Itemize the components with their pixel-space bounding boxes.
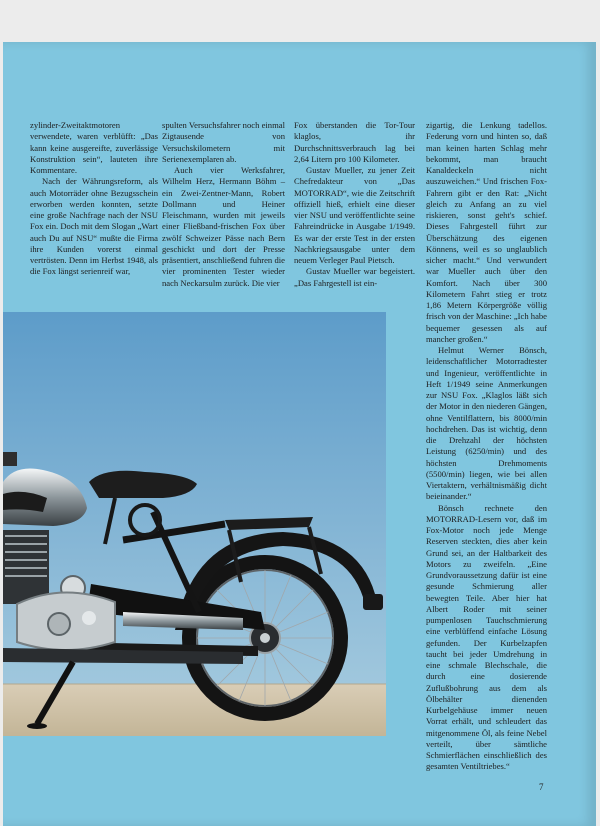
text-column-3 <box>294 120 415 289</box>
text-column-2 <box>162 120 285 289</box>
motorcycle-photo <box>3 312 386 736</box>
paragraph: Nach der Währungsreform, als auch Motorräder ohne Bezugsschein erworben werden konnten, setzte eine große Nachfrage nach der NSU Fox ein. Doch mit dem Slogan „Wart auch Du auf NSU“ mußte die Firma ihre Kunden vorerst einmal vertrösten. Denn im Herbst 1948, als die Fox längst serienreif war, <box>30 176 158 277</box>
paragraph: Gustav Mueller war begeistert. „Das Fahrgestell ist ein- <box>294 266 415 288</box>
paragraph: Fox überstanden die Tor-Tour klaglos, ihr Durchschnittsverbrauch lag bei 2,64 Litern pro 100 Kilometer. <box>294 120 415 164</box>
text-column-1 <box>30 120 158 278</box>
paragraph: zylinder-Zweitaktmotoren verwendete, waren verblüfft: „Das kann keine ausgereifte, zuverlässige Konstruktion sein“, lauteten ihre Kommentare. <box>30 120 158 175</box>
paragraph: Auch vier Werksfahrer, Wilhelm Herz, Hermann Böhm – ein Zwei-Zentner-Mann, Robert Dollmann und Heiner Fleischmann, wurden mit jeweils einer Fließband-frischen Fox über zwölf Schweizer Pässe nach Bern geschickt und dort der Presse präsentiert, anschließend fuhren die vier prominenten Tester wieder nach Neckarsulm zurück. Die vier <box>162 165 285 288</box>
motorcycle-illustration <box>3 312 386 736</box>
text-column-4 <box>426 120 547 773</box>
paragraph: spulten Versuchsfahrer noch einmal Zigtausende von Versuchskilometern mit Serienexemplaren ab. <box>162 120 285 164</box>
page-number: 7 <box>539 782 544 792</box>
magazine-page <box>3 42 596 826</box>
paragraph: Gustav Mueller, zu jener Zeit Chefredakteur von „Das MOTORRAD“, wie die Zeitschrift offiziell hieß, erhielt eine dieser vier NSU und veröffentlichte seine Fahreindrücke in Ausgabe 1/1949. Es war der erste Test in der ersten Nachkriegsausgabe unter dem neuem Verleger Paul Pietsch. <box>294 165 415 265</box>
paragraph: zigartig, die Lenkung tadellos. Federung vorn und hinten so, daß man keinen harten Schlag mehr bekommt, man braucht Kanaldeckeln nicht auszuweichen.“ Und frischen Fox-Fahrern gibt er den Rat: „Nicht gleich zu Anfang an zu viel riskieren, sonst geht's schief. Dieses Fahrgestell führt zur Überschätzung des eigenen Könnens, weil es so unglaublich sicher macht.“ Und verwundert war Mueller auch über den Komfort. Nach über 300 Kilometern Fahrt stieg er trotz 1,86 Metern Körpergröße völlig frisch von der Maschine: „Ich habe bequemer gesessen als auf mancher großen.“ <box>426 120 547 344</box>
paragraph: Helmut Werner Bönsch, leidenschaftlicher Motorradtester und Ingenieur, veröffentlichte in Heft 1/1949 seine Anmerkungen zur NSU Fox. „Klaglos läßt sich der Motor in den niederen Gängen, ohne Ventilflattern, bis 8000/min hochdrehen. Das ist wichtig, denn die Drehzahl der höchsten Leistung (6250/min) und des höchsten Drehmoments (5500/min) liegen, wie bei allen Viertaktern, verhältnismäßig dicht beieinander.“ <box>426 345 547 502</box>
paragraph: Bönsch rechnete den MOTORRAD-Lesern vor, daß im Fox-Motor noch jede Menge Reserven steckten, dies aber kein Grund sei, an der Haltbarkeit des Motors zu zweifeln. „Eine Grundvoraussetzung dafür ist eine gesunde Schmierung aller bewegten Teile. Aber hier hat Albert Roder mit seiner pumpenlosen Tauchschmierung eine verblüffend einfache Lösung gefunden. Der Kurbelzapfen taucht bei jeder Umdrehung in eine schmale Blechschale, die durch eine dosierende Zuflußbohrung aus dem als Ölbehälter dienenden Kurbelgehäuse immer neuen Vorrat erhält, und schleudert das mitgenommene Öl, als feine Nebel verteilt, über sämtliche Schmierflächen einschließlich des gesamten Ventiltriebes.“ <box>426 502 547 772</box>
